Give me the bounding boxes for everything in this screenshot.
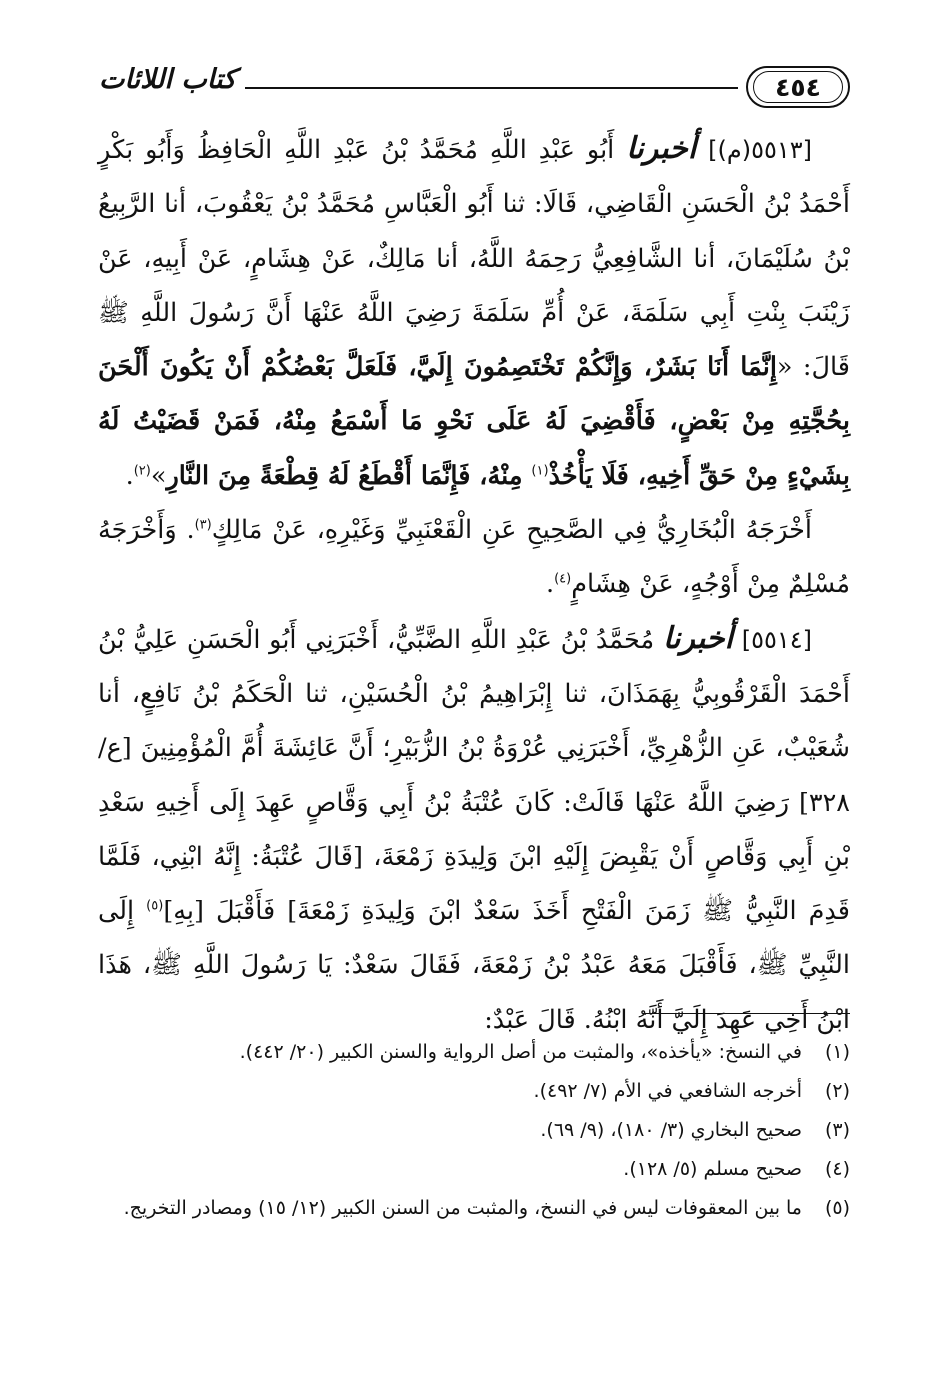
takhrij-text: أَخْرَجَهُ الْبُخَارِيُّ فِي الصَّحِيحِ عَنِ الْقَعْنَبِيِّ وَغَيْرِهِ، عَنْ مَالِكٍ: [211, 515, 812, 546]
hadith-matn: إِنَّمَا أَنَا بَشَرٌ، وَإِنَّكُمْ تَخْتَصِمُونَ إِلَيَّ، فَلَعَلَّ بَعْضُكُمْ أَنْ يَكُونَ أَلْحَنَ بِحُجَّتِهِ مِنْ بَعْضٍ، فَأَقْضِيَ لَهُ عَلَى نَحْوِ مَا أَسْمَعُ مِنْهُ، فَمَنْ قَضَيْتُ لَهُ بِشَيْءٍ مِنْ حَقِّ أَخِيهِ، فَلَا يَأْخُذْ: [98, 352, 850, 491]
footnotes: [98, 1034, 850, 1229]
hadith-matn-end: مِنْهُ، فَإِنَّمَا أَقْطَعُ لَهُ قِطْعَةً مِنَ النَّارِ: [166, 460, 532, 491]
footnote-text: أخرجه الشافعي في الأم (٧/ ٤٩٢).: [533, 1080, 802, 1102]
footnote-text: ما بين المعقوفات ليس في النسخ، والمثبت من السنن الكبير (١٢/ ١٥) ومصادر التخريج.: [123, 1197, 802, 1219]
footnote-text: في النسخ: «يأخذه»، والمثبت من أصل الرواية والسنن الكبير (٢٠/ ٤٤٢).: [239, 1041, 802, 1063]
period: .: [545, 569, 555, 600]
takhrij-paragraph: [98, 503, 850, 612]
akhbarana-word: أخبرنا: [662, 620, 733, 656]
footnote-item: [98, 1073, 850, 1110]
page-number-text: ٤٥٤: [775, 72, 821, 102]
footnote-item: [98, 1112, 850, 1149]
takhrij-text: . وَأَخْرَجَهُ مُسْلِمٌ مِنْ أَوْجُهٍ، عَنْ هِشَامٍ: [98, 515, 850, 600]
footnote-separator: [643, 1013, 850, 1014]
main-text: [98, 122, 850, 1047]
page-header: [95, 62, 850, 112]
page-number: [746, 66, 850, 108]
footnote-ref: (٥): [146, 898, 164, 914]
footnote-ref: (٢): [133, 463, 151, 479]
footnote-ref: (١): [531, 463, 549, 479]
footnote-ref: (٣): [194, 517, 212, 533]
footnote-item: [98, 1190, 850, 1227]
hadith-5514: [98, 612, 850, 1047]
footnote-number: (٤): [824, 1158, 850, 1180]
quote-close: »: [150, 460, 167, 491]
hadith-5513: [98, 122, 850, 503]
footnote-number: (٣): [824, 1119, 850, 1141]
hadith-text: مُحَمَّدُ بْنُ عَبْدِ اللَّهِ الضَّبِّيُّ، أَخْبَرَنِي أَبُو الْحَسَنِ عَلِيُّ بْنُ أَحْمَدَ الْقَرْقُوبِيُّ بِهَمَذَانَ، ثنا إِبْرَاهِيمُ بْنُ الْحُسَيْنِ، ثنا الْحَكَمُ بْنُ نَافِعٍ، أنا شُعَيْبٌ، عَنِ الزُّهْرِيِّ، أَخْبَرَنِي عُرْوَةُ بْنُ الزُّبَيْرِ؛ أَنَّ عَائِشَةَ أُمَّ الْمُؤْمِنِينَ [ع/٣٢٨] رَضِيَ اللَّهُ عَنْهَا قَالَتْ: كَانَ عُتْبَةُ بْنُ أَبِي وَقَّاصٍ عَهِدَ إِلَى أَخِيهِ سَعْدِ بْنِ أَبِي وَقَّاصٍ أَنْ يَقْبِضَ إِلَيْهِ ابْنَ وَلِيدَةِ زَمْعَةَ، [قَالَ عُتْبَةُ: إِنَّهُ ابْنِي، فَلَمَّا قَدِمَ النَّبِيُّ ﷺ زَمَنَ الْفَتْحِ أَخَذَ سَعْدٌ ابْنَ وَلِيدَةِ زَمْعَةَ] فَأَقْبَلَ [بِهِ]: [98, 624, 850, 927]
hadith-number: [٥٥١٣(م)]: [708, 136, 812, 164]
footnote-item: [98, 1151, 850, 1188]
hadith-isnad: أَبُو عَبْدِ اللَّهِ مُحَمَّدُ بْنُ عَبْدِ اللَّهِ الْحَافِظُ وَأَبُو بَكْرٍ أَحْمَدُ بْنُ الْحَسَنِ الْقَاضِي، قَالَا: ثنا أَبُو الْعَبَّاسِ مُحَمَّدُ بْنُ يَعْقُوبَ، أنا الرَّبِيعُ بْنُ سُلَيْمَانَ، أنا الشَّافِعِيُّ رَحِمَهُ اللَّهُ، أنا مَالِكٌ، عَنْ هِشَامٍ، عَنْ أَبِيهِ، عَنْ زَيْنَبَ بِنْتِ أَبِي سَلَمَةَ، عَنْ أُمِّ سَلَمَةَ رَضِيَ اللَّهُ عَنْهَا أَنَّ رَسُولَ اللَّهِ ﷺ قَالَ: «: [98, 135, 850, 383]
hadith-text: إِلَى النَّبِيِّ ﷺ، فَأَقْبَلَ مَعَهُ عَبْدُ بْنُ زَمْعَةَ، فَقَالَ سَعْدٌ: يَا رَسُولَ اللَّهِ ﷺ، هَذَا ابْنُ أَخِي عَهِدَ إِلَيَّ أَنَّهُ ابْنُهُ. قَالَ عَبْدٌ:: [98, 896, 850, 1035]
hadith-number: [٥٥١٤]: [741, 625, 812, 654]
footnote-text: صحيح مسلم (٥/ ١٢٨).: [623, 1158, 802, 1180]
header-rule: [245, 87, 738, 89]
book-title: كتاب اللائات: [98, 64, 237, 95]
footnote-number: (١): [824, 1041, 850, 1063]
footnote-number: (٥): [824, 1197, 850, 1219]
footnote-item: [98, 1034, 850, 1071]
footnote-text: صحيح البخاري (٣/ ١٨٠)، (٩/ ٦٩).: [540, 1119, 802, 1141]
footnote-number: (٢): [824, 1080, 850, 1102]
footnote-ref: (٤): [554, 571, 572, 587]
period: .: [125, 460, 134, 491]
akhbarana-word: أخبرنا: [626, 131, 697, 166]
